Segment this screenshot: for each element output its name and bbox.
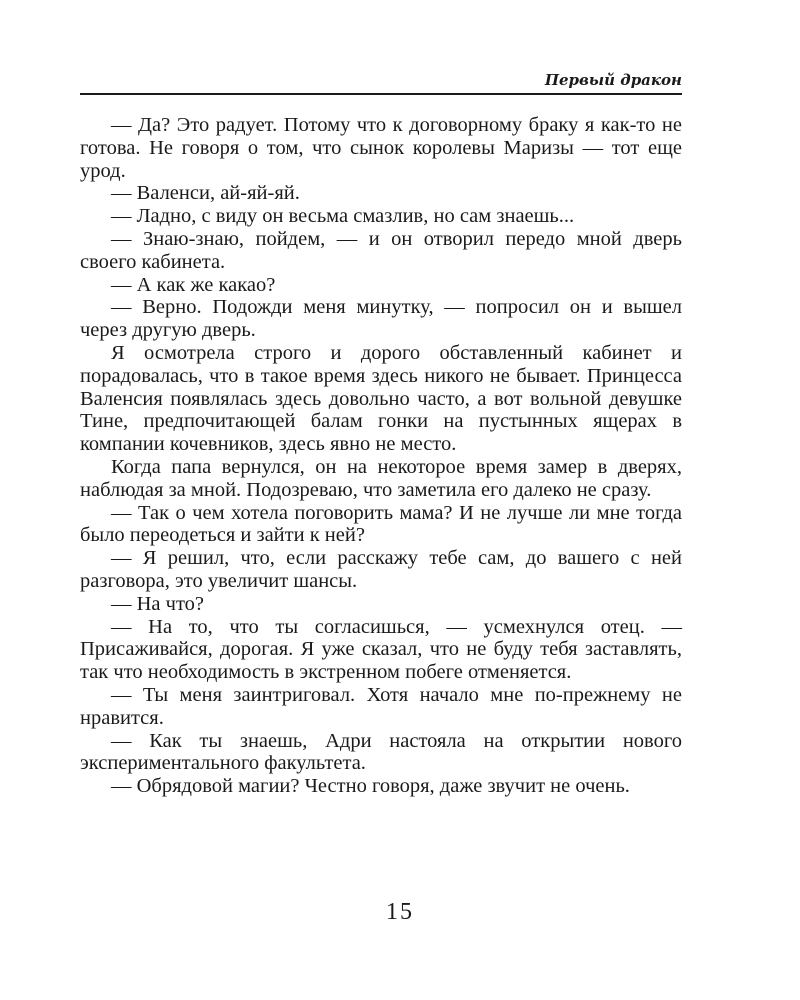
- paragraph: — Обрядовой магии? Честно говоря, даже звучит не очень.: [111, 775, 630, 798]
- running-head: Первый дракон: [544, 71, 682, 89]
- paragraph: — На что?: [111, 592, 205, 615]
- paragraph: — Так о чем хотела поговорить мама? И не лучше ли мне тогда было переодеться и зайти к ней?: [80, 501, 682, 547]
- paragraph: — Ладно, с виду он весьма смазлив, но сам знаешь...: [111, 205, 575, 228]
- paragraph: — Валенси, ай-яй-яй.: [111, 182, 300, 205]
- header-rule: [80, 93, 682, 95]
- paragraph: — Знаю-знаю, пойдем, — и он отворил передо мной дверь своего кабинета.: [80, 227, 682, 273]
- paragraph: — Ты меня заинтриговал. Хотя начало мне по-прежнему не нравится.: [80, 683, 682, 729]
- paragraph: — На то, что ты согласишься, — усмехнулся отец. — Присаживайся, дорогая. Я уже сказал, что не буду тебя заставлять, так что необходимость в экстренном побеге отменяется.: [80, 615, 682, 684]
- paragraph: — Верно. Подожди меня минутку, — попросил он и вышел через другую дверь.: [80, 296, 682, 342]
- paragraph: — А как же какао?: [111, 273, 276, 296]
- paragraph: — Как ты знаешь, Адри настояла на открытии нового экспериментального факультета.: [80, 729, 682, 775]
- paragraph: Когда папа вернулся, он на некоторое время замер в дверях, наблюдая за мной. Подозреваю, что заметила его далеко не сразу.: [80, 455, 682, 501]
- paragraph: — Да? Это радует. Потому что к договорному браку я как-то не готова. Не говоря о том, что сынок королевы Маризы — тот еще урод.: [80, 114, 682, 182]
- body-text: [80, 114, 682, 798]
- paragraph: — Я решил, что, если расскажу тебе сам, до вашего с ней разговора, это увеличит шансы.: [80, 547, 682, 592]
- page-number: 15: [386, 899, 414, 925]
- paragraph: Я осмотрела строго и дорого обставленный кабинет и порадовалась, что в такое время здесь никого не бывает. Принцесса Валенсия появлялась здесь довольно часто, а вот вольной девушке Тине, предпочитающей балам гонки на пустынных ящерах в компании кочевников, здесь явно не место.: [80, 341, 682, 456]
